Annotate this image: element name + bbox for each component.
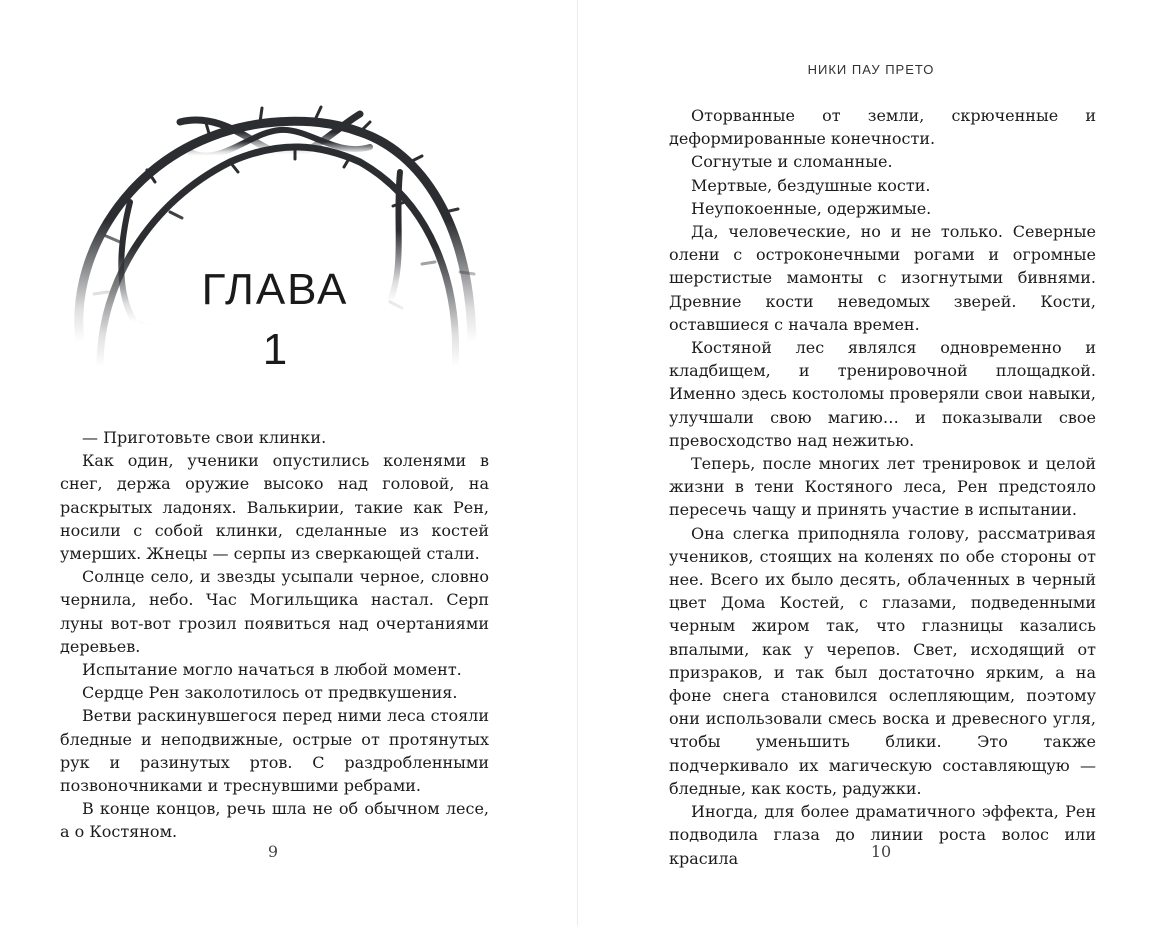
chapter-number: 1: [262, 325, 288, 374]
paragraph: Как один, ученики опустились коленями в снег, держа оружие высоко над головой, на раскрытых ладонях. Валькирии, такие как Рен, носили с собой клинки, сделанные из костей умерших. Жнецы — серпы из сверкающей стали.: [60, 451, 489, 564]
paragraph: В конце концов, речь шла не об обычном лесе, а о Костяном.: [60, 799, 489, 842]
chapter-title: ГЛАВА: [201, 265, 349, 314]
paragraph: Согнутые и сломанные.: [691, 152, 893, 172]
right-body-text: [669, 104, 1096, 870]
running-head-author: НИКИ ПАУ ПРЕТО: [807, 62, 935, 77]
page-number-left: 9: [267, 842, 279, 861]
left-body-text: [60, 426, 489, 844]
paragraph: Сердце Рен заколотилось от предвкушения.: [82, 683, 458, 703]
paragraph: Костяной лес являлся одновременно и кладбищем, и тренировочной площадкой. Именно здесь костоломы проверяли свои навыки, улучшали свою магию… и показывали свое превосходство над нежитью.: [669, 338, 1096, 450]
right-page: [578, 0, 1152, 926]
paragraph: Неупокоенные, одержимые.: [691, 198, 932, 218]
paragraph: Ветви раскинувшегося перед ними леса стояли бледные и неподвижные, острые от протянутых рук и разинутых ртов. С раздробленными позвоночниками и треснувшими ребрами.: [60, 706, 489, 796]
paragraph: Солнце село, и звезды усыпали черное, словно чернила, небо. Час Могильщика настал. Серп луны вот-вот грозил появиться над очертаниями деревьев.: [60, 567, 489, 656]
paragraph: Да, человеческие, но и не только. Северные олени с остроконечными рогами и огромные шерстистые мамонты с изогнутыми бивнями. Древние кости неведомых зверей. Кости, оставшиеся с начала времен.: [669, 222, 1096, 334]
paragraph: Она слегка приподняла голову, рассматривая учеников, стоящих на коленях по обе стороны от нее. Всего их было десять, облаченных в черный цвет Дома Костей, с глазами, подведенными черным жиром так, что глазницы казались впалыми, как у черепов. Свет, исходящий от призраков, и так был достаточно ярким, а на фоне снега становился ослепляющим, поэтому они использовали смесь воска и древесного угля, чтобы уменьшить блики. Это также подчеркивало их магическую составляющую — бледные, как кость, радужки.: [669, 523, 1096, 798]
paragraph: Испытание могло начаться в любой момент.: [82, 660, 462, 680]
paragraph: Теперь, после многих лет тренировок и целой жизни в тени Костяного леса, Рен предстояло пересечь чащу и принять участие в испытании.: [669, 454, 1096, 520]
page-number-right: 10: [870, 842, 892, 861]
paragraph: Мертвые, бездушные кости.: [691, 175, 931, 195]
paragraph: Оторванные от земли, скрюченные и деформированные конечности.: [669, 106, 1096, 149]
paragraph: Иногда, для более драматичного эффекта, Рен подводила глаза до линии роста волос или красила: [669, 802, 1096, 868]
paragraph: — Приготовьте свои клинки.: [82, 428, 327, 447]
